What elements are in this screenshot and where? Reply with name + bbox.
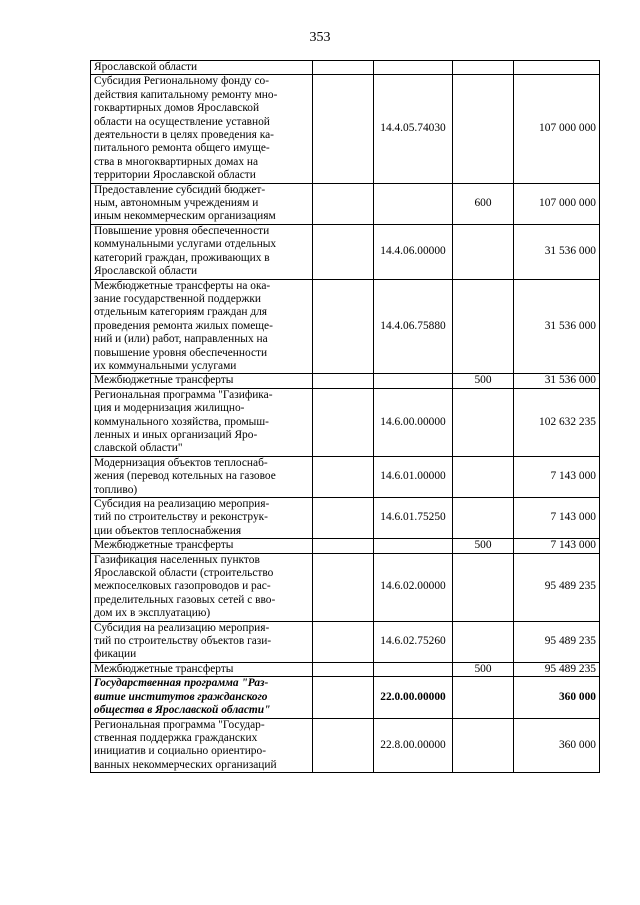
blank-cell — [313, 224, 374, 279]
expense-name-line: пределительных газовых сетей с вво- — [94, 593, 276, 606]
table-row — [91, 183, 600, 224]
blank-cell — [313, 388, 374, 456]
table-row — [91, 553, 600, 621]
table-row — [91, 677, 600, 718]
amount-cell: 7 143 000 — [514, 498, 600, 539]
expense-name-line: их коммунальными услугами — [94, 359, 237, 372]
expense-name-line: общества в Ярославской области" — [94, 704, 271, 717]
blank-cell — [313, 61, 374, 75]
target-article-code-cell — [374, 539, 453, 553]
expense-name-cell — [91, 662, 313, 676]
expense-name-line: зание государственной поддержки — [94, 292, 261, 305]
expense-name-cell — [91, 279, 313, 374]
expense-name-line: действия капитальному ремонту мно- — [94, 88, 278, 101]
table-row — [91, 539, 600, 553]
expense-name-line: питального ремонта общего имуще- — [94, 142, 270, 155]
budget-table-body — [91, 61, 600, 773]
target-article-code-cell: 14.4.05.74030 — [374, 75, 453, 183]
table-row — [91, 374, 600, 388]
expense-name-line: Субсидия на реализацию мероприя- — [94, 498, 270, 510]
expense-type-code-cell — [453, 718, 514, 773]
target-article-code-cell: 14.4.06.00000 — [374, 224, 453, 279]
amount-cell: 31 536 000 — [514, 374, 600, 388]
expense-type-code-cell — [453, 553, 514, 621]
expense-name-line: территории Ярославской области — [94, 169, 256, 182]
expense-name-cell — [91, 75, 313, 183]
expense-type-code-cell — [453, 61, 514, 75]
expense-name-cell — [91, 456, 313, 497]
expense-name-cell — [91, 677, 313, 718]
target-article-code-cell — [374, 374, 453, 388]
blank-cell — [313, 662, 374, 676]
blank-cell — [313, 677, 374, 718]
table-row — [91, 224, 600, 279]
expense-name-cell — [91, 553, 313, 621]
target-article-code-cell: 14.6.02.00000 — [374, 553, 453, 621]
expense-name-line: фикации — [94, 648, 137, 661]
amount-cell: 107 000 000 — [514, 183, 600, 224]
amount-cell: 95 489 235 — [514, 553, 600, 621]
expense-type-code-cell — [453, 498, 514, 539]
expense-type-code-cell — [453, 677, 514, 718]
expense-name-line: Региональная программа "Государ- — [94, 718, 265, 731]
expense-type-code-cell: 500 — [453, 662, 514, 676]
expense-name-line: Модернизация объектов теплоснаб- — [94, 456, 268, 469]
blank-cell — [313, 539, 374, 553]
table-row — [91, 718, 600, 773]
target-article-code-cell: 22.8.00.00000 — [374, 718, 453, 773]
expense-name-line: Газификация населенных пунктов — [94, 553, 260, 566]
amount-cell: 31 536 000 — [514, 224, 600, 279]
blank-cell — [313, 718, 374, 773]
expense-name-line: инициатив и социально ориентиро- — [94, 745, 266, 758]
blank-cell — [313, 183, 374, 224]
expense-name-line: коммунальными услугами отдельных — [94, 238, 277, 251]
expense-name-line: Межбюджетные трансферты на ока- — [94, 279, 271, 292]
target-article-code-cell — [374, 662, 453, 676]
expense-type-code-cell — [453, 621, 514, 662]
expense-name-line: ция и модернизация жилищно- — [94, 402, 245, 415]
expense-name-line: ленных и иных организаций Яро- — [94, 428, 258, 441]
target-article-code-cell: 14.4.06.75880 — [374, 279, 453, 374]
expense-type-code-cell — [453, 279, 514, 374]
expense-name-line: коммунального хозяйства, промыш- — [94, 415, 269, 428]
expense-name-line: Повышение уровня обеспеченности — [94, 224, 270, 237]
amount-cell: 7 143 000 — [514, 456, 600, 497]
amount-cell: 360 000 — [514, 718, 600, 773]
expense-name-cell — [91, 224, 313, 279]
expense-type-code-cell — [453, 75, 514, 183]
expense-name-line: ванных некоммерческих организаций — [94, 758, 277, 771]
expense-name-line: Региональная программа "Газифика- — [94, 388, 273, 401]
target-article-code-cell — [374, 183, 453, 224]
target-article-code-cell: 14.6.01.00000 — [374, 456, 453, 497]
table-row — [91, 662, 600, 676]
expense-name-cell — [91, 374, 313, 388]
target-article-code-cell — [374, 61, 453, 75]
expense-type-code-cell: 500 — [453, 539, 514, 553]
expense-name-line: межпоселковых газопроводов и рас- — [94, 580, 271, 593]
expense-name-line: тий по строительству объектов гази- — [94, 635, 272, 648]
expense-name-line: топливо) — [94, 483, 138, 496]
expense-name-line: области на осуществление уставной — [94, 115, 270, 128]
expense-name-line: Ярославской области — [94, 61, 198, 73]
expense-name-line: Ярославской области — [94, 265, 198, 278]
expense-name-line: ний и (или) работ, направленных на — [94, 333, 268, 346]
target-article-code-cell: 22.0.00.00000 — [374, 677, 453, 718]
table-row — [91, 498, 600, 539]
expense-name-line: проведения ремонта жилых помеще- — [94, 319, 273, 332]
amount-cell: 95 489 235 — [514, 621, 600, 662]
expense-name-line: тий по строительству и реконструк- — [94, 511, 268, 524]
blank-cell — [313, 75, 374, 183]
table-row — [91, 621, 600, 662]
expense-type-code-cell — [453, 388, 514, 456]
amount-cell: 7 143 000 — [514, 539, 600, 553]
target-article-code-cell: 14.6.01.75250 — [374, 498, 453, 539]
expense-name-line: Субсидия на реализацию мероприя- — [94, 621, 270, 634]
expense-name-line: гоквартирных домов Ярославской — [94, 102, 260, 115]
blank-cell — [313, 456, 374, 497]
expense-name-cell — [91, 61, 313, 75]
expense-type-code-cell — [453, 224, 514, 279]
expense-name-line: ным, автономным учреждениям и — [94, 197, 259, 210]
amount-cell: 31 536 000 — [514, 279, 600, 374]
amount-cell — [514, 61, 600, 75]
table-row — [91, 388, 600, 456]
expense-name-line: Ярославской области (строительство — [94, 567, 274, 580]
expense-name-line: жения (перевод котельных на газовое — [94, 470, 276, 483]
expense-name-line: повышение уровня обеспеченности — [94, 346, 268, 359]
table-row — [91, 75, 600, 183]
expense-name-line: отдельным категориям граждан для — [94, 306, 268, 319]
target-article-code-cell: 14.6.02.75260 — [374, 621, 453, 662]
expense-name-line: ства в многоквартирных домах на — [94, 155, 259, 168]
expense-name-line: Межбюджетные трансферты — [94, 374, 234, 387]
amount-cell: 95 489 235 — [514, 662, 600, 676]
expense-name-cell — [91, 539, 313, 553]
expense-name-line: Предоставление субсидий бюджет- — [94, 183, 266, 196]
expense-type-code-cell: 500 — [453, 374, 514, 388]
expense-name-line: витие институтов гражданского — [94, 690, 268, 703]
target-article-code-cell: 14.6.00.00000 — [374, 388, 453, 456]
expense-name-line: ции объектов теплоснабжения — [94, 524, 242, 537]
expense-name-line: Субсидия Региональному фонду со- — [94, 75, 269, 88]
budget-table — [90, 60, 600, 773]
page-number: 353 — [309, 30, 331, 45]
blank-cell — [313, 553, 374, 621]
expense-name-line: Межбюджетные трансферты — [94, 662, 234, 675]
expense-name-cell — [91, 498, 313, 539]
expense-name-line: славской области" — [94, 442, 183, 455]
expense-name-line: категорий граждан, проживающих в — [94, 251, 270, 264]
blank-cell — [313, 621, 374, 662]
blank-cell — [313, 279, 374, 374]
amount-cell: 107 000 000 — [514, 75, 600, 183]
expense-name-line: деятельности в целях проведения ка- — [94, 129, 274, 142]
blank-cell — [313, 374, 374, 388]
expense-name-line: дом их в эксплуатацию) — [94, 607, 211, 620]
expense-type-code-cell: 600 — [453, 183, 514, 224]
expense-name-line: Межбюджетные трансферты — [94, 539, 234, 552]
expense-name-line: ственная поддержка гражданских — [94, 731, 258, 744]
amount-cell: 102 632 235 — [514, 388, 600, 456]
table-row — [91, 61, 600, 75]
table-row — [91, 456, 600, 497]
expense-name-line: иным некоммерческим организациям — [94, 210, 276, 223]
expense-name-cell — [91, 388, 313, 456]
expense-type-code-cell — [453, 456, 514, 497]
blank-cell — [313, 498, 374, 539]
expense-name-line: Государственная программа "Раз- — [94, 677, 269, 690]
amount-cell: 360 000 — [514, 677, 600, 718]
expense-name-cell — [91, 183, 313, 224]
table-row — [91, 279, 600, 374]
expense-name-cell — [91, 621, 313, 662]
expense-name-cell — [91, 718, 313, 773]
